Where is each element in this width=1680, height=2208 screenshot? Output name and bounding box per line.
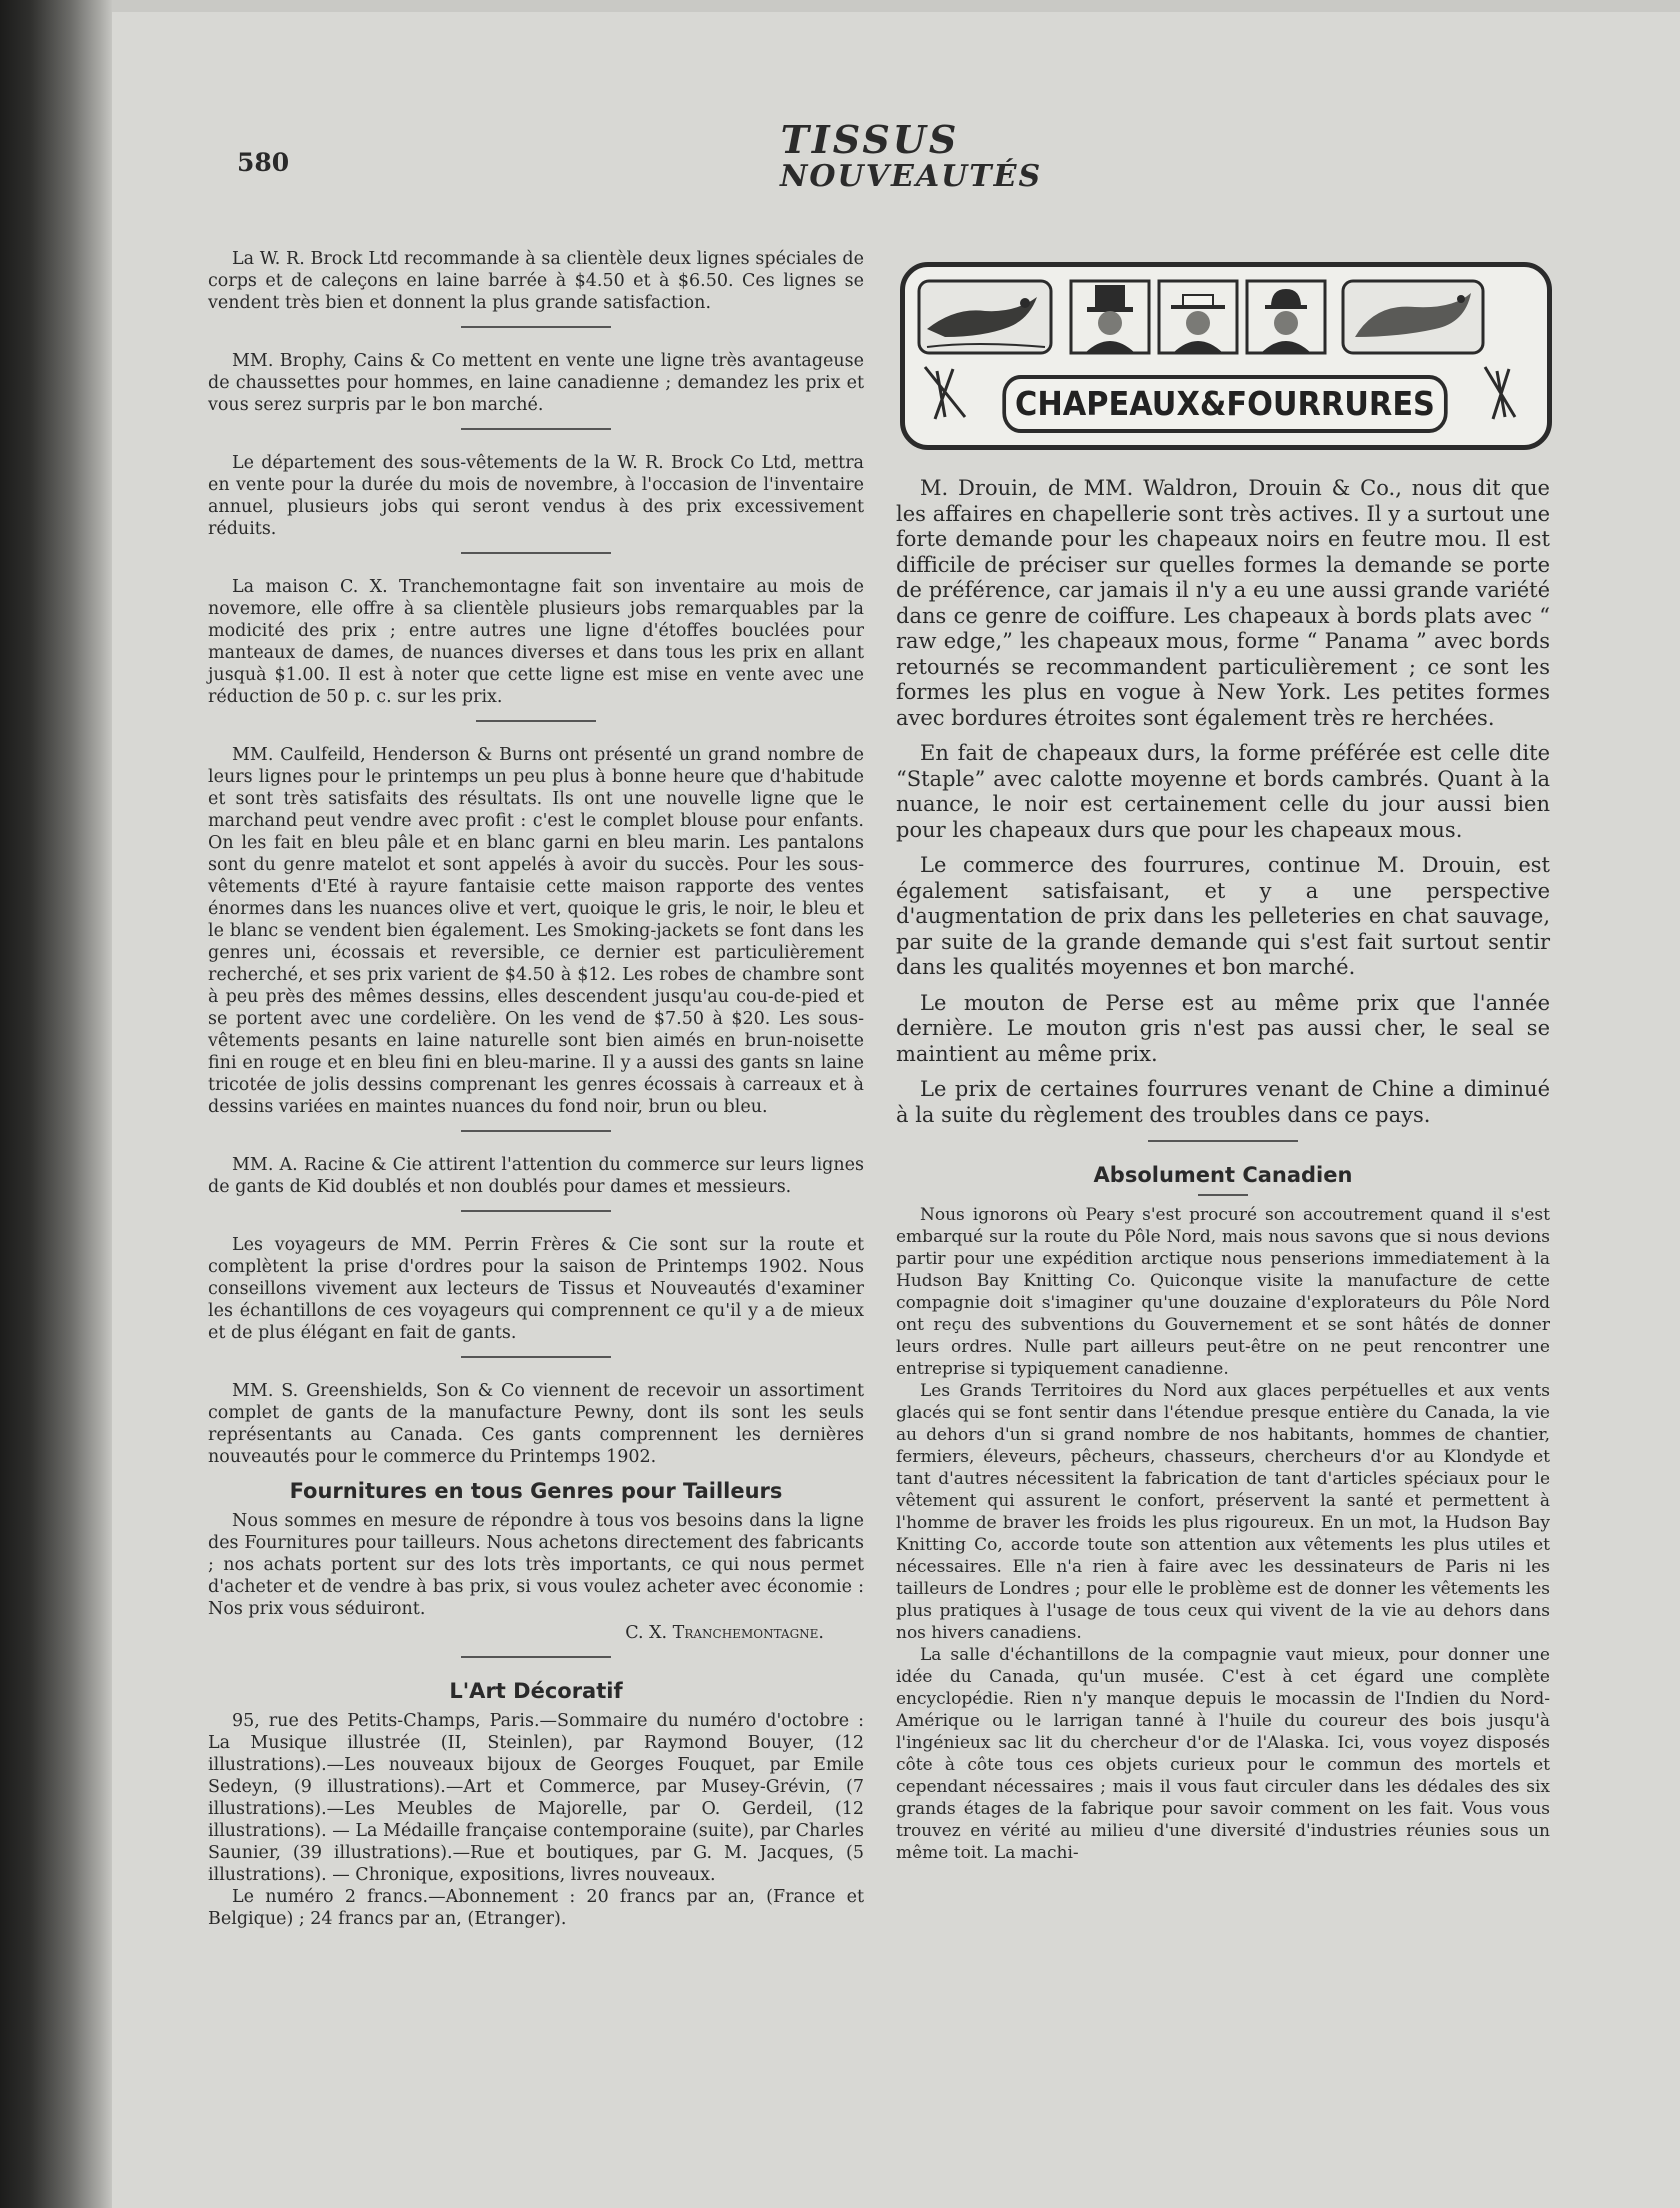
- banner-title: CHAPEAUX&FOURRURES: [1002, 375, 1447, 433]
- news-item: MM. Caulfeild, Henderson & Burns ont présenté un grand nombre de leurs lignes pour le printemps un peu plus à bonne heure que d'habitude et sont très satisfaits des résultats. Ils ont une nouvelle ligne que le marchand peut vendre avec profit : c'est le complet blouse pour enfants. On les fait en bleu pâle et en blanc garni en bleu marin. Les pantalons sont du genre matelot et sont appelés à avoir du succès. Pour les sous-vêtements d'Eté à rayure fantaisie cette maison rapporte des ventes énormes dans les nuances olive et vert, quoique le gris, le noir, le bleu et le blanc se vendent bien également. Les Smoking-jackets se font dans les genres uni, écossais et reversible, ce dernier est particulièrement recherché, et ses prix varient de $4.50 à $12. Les robes de chambre sont à peu près des mêmes dessins, elles descendent jusqu'au cou-de-pied et se portent avec une cordelière. On les vend de $7.50 à $20. Les sous-vêtements pesants en laine naturelle sont bien aimés en brun-noisette fini en rouge et en bleu fini en bleu-marine. Il y a aussi des gants sn laine tricotée de jolis dessins comprenant les genres écossais à carreaux et à dessins variées en maintes nuances du fond noir, brun ou bleu.: [208, 745, 864, 1117]
- masthead-line-1: TISSUS: [780, 117, 960, 162]
- masthead-line-2: NOUVEAUTÉS: [780, 159, 1043, 194]
- section-heading-art-decoratif: L'Art Décoratif: [449, 1679, 623, 1703]
- art-decoratif-body: 95, rue des Petits-Champs, Paris.—Sommaire du numéro d'octobre : La Musique illustrée (II, Steinlen), par Raymond Bouyer, (12 illustrations).—Les nouveaux bijoux de Georges Fouquet, par Emile Sedeyn, (9 illustrations).—Art et Commerce, par Musey-Grévin, (7 illustrations).—Les Meubles de Majorelle, par O. Gerdeil, (12 illustrations). — La Médaille française contemporaine (suite), par Charles Saunier, (39 illustrations).—Rue et boutiques, par G. M. Jacques, (5 illustrations). — Chronique, expositions, livres nouveaux.: [208, 1711, 864, 1885]
- seal-vignette: [919, 281, 1051, 353]
- section-heading-fournitures: Fournitures en tous Genres pour Tailleurs: [289, 1479, 783, 1503]
- hat-vignette-3: [1247, 281, 1325, 353]
- news-item: La maison C. X. Tranchemontagne fait son inventaire au mois de novemore, elle offre à sa clientèle plusieurs jobs remarquables par la modicité des prix ; entre autres une ligne d'étoffes bouclées pour manteaux de dames, de nuances diverses et dans tous les prix en allant jusquà $1.00. Il est à noter que cette ligne est mise en vente avec une réduction de 50 p. c. sur les prix.: [208, 577, 864, 707]
- article-paragraph: Le prix de certaines fourrures venant de Chine a diminué à la suite du règlement des troubles dans ce pays.: [896, 1077, 1550, 1127]
- divider: [461, 428, 611, 430]
- news-item: La W. R. Brock Ltd recommande à sa clientèle deux lignes spéciales de corps et de caleçons en laine barrée à $4.50 et à $6.50. Ces lignes se vendent très bien et donnent la plus grande satisfaction.: [208, 249, 864, 313]
- otter-vignette: [1343, 281, 1483, 353]
- news-item: MM. S. Greenshields, Son & Co viennent de recevoir un assortiment complet de gants de la manufacture Pewny, dont ils sont les seuls représentants au Canada. Ces gants comprennent les dernières nouveautés pour le commerce du Printemps 1902.: [208, 1381, 864, 1467]
- section-heading-absolument-canadien: Absolument Canadien: [1093, 1163, 1353, 1187]
- article-paragraph: Les Grands Territoires du Nord aux glaces perpétuelles et aux vents glacés qui se font sentir dans l'étendue presque entière du Canada, la vie au dehors d'un si grand nombre de nos habitants, hommes de chantier, fermiers, éleveurs, pêcheurs, chasseurs, chercheurs d'or au Klondyde et tant d'autres nécessitent la fabrication de tant d'articles spéciaux pour le vêtement qui assurent le confort, préservent la santé et permettent à l'homme de braver les froids les plus rigoureux. En un mot, la Hudson Bay Knitting Co, accorde toute son attention aux vêtements les plus utiles et nécessaires. Elle n'a rien à faire avec les dessinateurs de Paris ni les tailleurs de Londres ; pour elle le problème est de donner les vêtements les plus pratiques à l'usage de tous ceux qui vivent de la vie au dehors dans nos hivers canadiens.: [896, 1381, 1550, 1643]
- signature: C. X. Tranchemontagne.: [625, 1623, 824, 1643]
- art-decoratif-price: Le numéro 2 francs.—Abonnement : 20 francs par an, (France et Belgique) ; 24 francs par an, (Etranger).: [208, 1887, 864, 1929]
- divider: [461, 1210, 611, 1212]
- article-paragraph: Le commerce des fourrures, continue M. Drouin, est également satisfaisant, et y a une perspective d'augmentation de prix dans les pelleteries en chat sauvage, par suite de la grande demande qui s'est fait surtout sentir dans les qualités moyennes et bon marché.: [896, 853, 1550, 979]
- page-number: 580: [237, 148, 290, 177]
- left-column: [208, 248, 864, 1930]
- divider: [461, 1656, 611, 1658]
- chapeaux-article: [896, 476, 1550, 1128]
- fournitures-body: Nous sommes en mesure de répondre à tous vos besoins dans la ligne des Fournitures pour tailleurs. Nous achetons directement des fabricants ; nos achats portent sur des lots très importants, ce qui nous permet d'acheter et de vendre à bas prix, si vous voulez acheter avec économie : Nos prix vous séduiront.: [208, 1511, 864, 1619]
- hat-vignette-2: [1159, 281, 1237, 353]
- divider: [461, 1130, 611, 1132]
- divider: [461, 552, 611, 554]
- hat-vignette-1: [1071, 281, 1149, 353]
- divider: [476, 720, 596, 722]
- article-paragraph: En fait de chapeaux durs, la forme préférée est celle dite “Staple” avec calotte moyenne et bords cambrés. Quant à la nuance, le noir est certainement celle du jour aussi bien pour les chapeaux durs que pour les chapeaux mous.: [896, 741, 1550, 842]
- branch-decoration-left: [925, 367, 965, 419]
- news-item: Le département des sous-vêtements de la W. R. Brock Co Ltd, mettra en vente pour la durée du mois de novembre, à l'occasion de l'inventaire annuel, plusieurs jobs qui seront vendus à des prix excessivement réduits.: [208, 453, 864, 539]
- news-item: MM. Brophy, Cains & Co mettent en vente une ligne très avantageuse de chaussettes pour hommes, en laine canadienne ; demandez les prix et vous serez surpris par le bon marché.: [208, 351, 864, 415]
- right-column: [896, 262, 1550, 1864]
- article-paragraph: M. Drouin, de MM. Waldron, Drouin & Co., nous dit que les affaires en chapellerie sont très actives. Il y a surtout une forte demande pour les chapeaux noirs en feutre mou. Il est difficile de préciser sur quelles formes la demande se porte de préférence, car jamais il n'y a eu une aussi grande variété dans ce genre de coiffure. Les chapeaux à bords plats avec “ raw edge,” les chapeaux mous, forme “ Panama ” avec bords retournés se recommandent particulièrement ; ce sont les formes les plus en vogue à New York. Les petites formes avec bordures étroites sont également très re herchées.: [896, 476, 1550, 730]
- divider: [461, 326, 611, 328]
- divider: [461, 1356, 611, 1358]
- article-paragraph: Nous ignorons où Peary s'est procuré son accoutrement quand il s'est embarqué sur la route du Pôle Nord, mais nous savons que si nous devions partir pour une expédition arctique nous penserions immediatement à la Hudson Bay Knitting Co. Quiconque visite la manufacture de cette compagnie doit s'imaginer qu'une douzaine d'explorateurs du Pôle Nord ont reçu des subventions du Gouvernement et se sont hâtés de donner leurs ordres. Nulle part ailleurs peut-être on ne peut rencontrer une entreprise si typiquement canadienne.: [896, 1205, 1550, 1379]
- divider: [1148, 1140, 1298, 1142]
- branch-decoration-right: [1485, 367, 1515, 419]
- news-item: MM. A. Racine & Cie attirent l'attention du commerce sur leurs lignes de gants de Kid doublés et non doublés pour dames et messieurs.: [208, 1155, 864, 1197]
- absolument-article: [896, 1204, 1550, 1864]
- chapeaux-fourrures-banner: [900, 262, 1552, 450]
- article-paragraph: Le mouton de Perse est au même prix que l'année dernière. Le mouton gris n'est pas aussi cher, le seal se maintient au même prix.: [896, 990, 1550, 1066]
- book-binding-shadow: [0, 0, 112, 2208]
- heading-underline: [1198, 1194, 1248, 1196]
- news-item: Les voyageurs de MM. Perrin Frères & Cie sont sur la route et complètent la prise d'ordres pour la saison de Printemps 1902. Nous conseillons vivement aux lecteurs de Tissus et Nouveautés d'examiner les échantillons de ces voyageurs qui comprennent ce qu'il y a de mieux et de plus élégant en fait de gants.: [208, 1235, 864, 1343]
- masthead-logo: [720, 117, 1043, 210]
- article-paragraph: La salle d'échantillons de la compagnie vaut mieux, pour donner une idée du Canada, qu'un musée. C'est à cet égard une complète encyclopédie. Rien n'y manque depuis le mocassin de l'Indien du Nord-Amérique ou le larrigan tanné à l'huile du coureur des bois jusqu'à l'ingénieux sac lit du chercheur d'or de l'Alaska. Ici, vous voyez disposés côte à côte tous ces objets curieux pour le commun des mortels et cependant nécessaires ; mais il vous faut circuler dans les dédales des six grands étages de la fabrique pour savoir comment on les fait. Vous vous trouvez en vérité au milieu d'une diversité d'industries réunies sous un même toit. La machi-: [896, 1645, 1550, 1863]
